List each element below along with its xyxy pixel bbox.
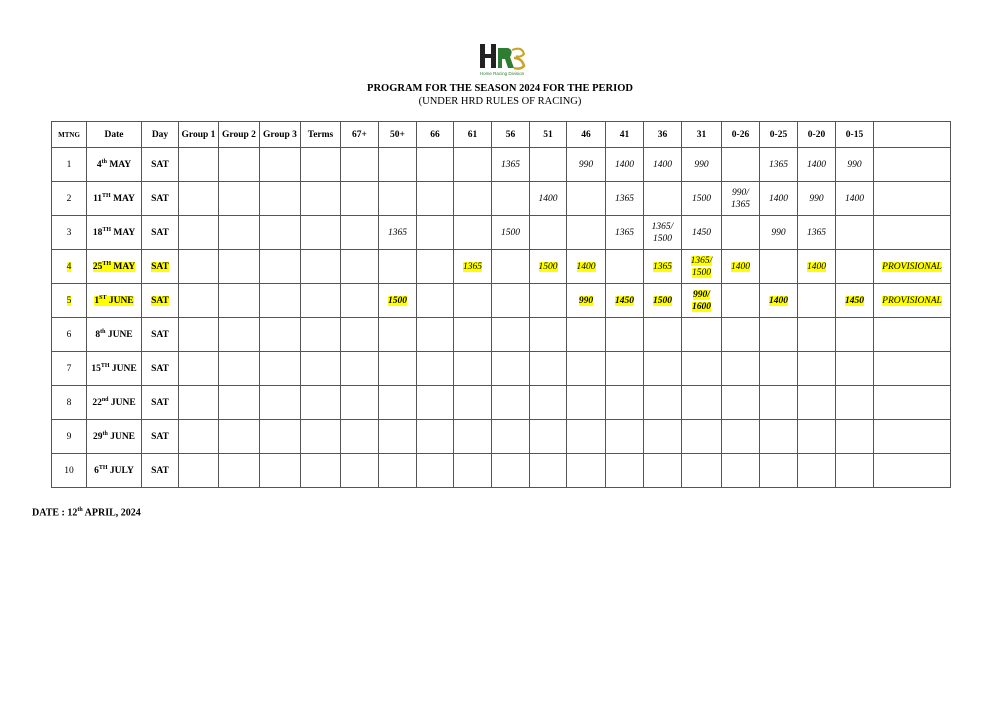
meeting-date: 22nd JUNE: [87, 386, 142, 420]
race-distance-cell: [260, 352, 301, 386]
race-distance-cell: [219, 420, 260, 454]
meeting-date: 11TH MAY: [87, 182, 142, 216]
race-distance-cell: [644, 420, 682, 454]
race-distance-cell: [760, 386, 798, 420]
column-header: 56: [492, 122, 530, 148]
document-date: DATE : 12th APRIL, 2024: [32, 507, 141, 519]
race-distance-cell: [492, 318, 530, 352]
race-distance-cell: [260, 420, 301, 454]
race-distance-cell: [682, 318, 722, 352]
race-distance-cell: [760, 318, 798, 352]
race-distance-cell: [179, 250, 219, 284]
race-distance-cell: [417, 386, 454, 420]
column-header: 41: [606, 122, 644, 148]
race-distance-cell: [606, 318, 644, 352]
race-distance-cell: [219, 182, 260, 216]
race-distance-cell: [606, 352, 644, 386]
race-distance-cell: [379, 454, 417, 488]
race-distance-cell: [219, 216, 260, 250]
race-distance-cell: [492, 250, 530, 284]
race-distance-cell: [260, 386, 301, 420]
race-distance-cell: [260, 182, 301, 216]
race-distance-cell: [341, 352, 379, 386]
race-distance-cell: [417, 454, 454, 488]
note-cell: [874, 216, 951, 250]
race-distance-cell: [836, 250, 874, 284]
race-distance-cell: [341, 182, 379, 216]
race-distance-cell: [301, 386, 341, 420]
race-distance-cell: [301, 250, 341, 284]
meeting-date: 4th MAY: [87, 148, 142, 182]
race-distance-cell: 990: [836, 148, 874, 182]
race-distance-cell: [606, 420, 644, 454]
race-distance-cell: 990: [798, 182, 836, 216]
race-distance-cell: [260, 250, 301, 284]
race-distance-cell: [798, 318, 836, 352]
race-distance-cell: [722, 148, 760, 182]
meeting-number: 8: [52, 386, 87, 420]
race-distance-cell: 1500: [379, 284, 417, 318]
race-distance-cell: 1400: [798, 250, 836, 284]
race-distance-cell: 1400: [567, 250, 606, 284]
race-distance-cell: [417, 148, 454, 182]
note-cell: [874, 386, 951, 420]
race-distance-cell: [798, 454, 836, 488]
race-distance-cell: [492, 454, 530, 488]
table-row: [52, 182, 951, 216]
race-distance-cell: 1365/ 1500: [644, 216, 682, 250]
note-cell: [874, 352, 951, 386]
race-distance-cell: [760, 454, 798, 488]
meeting-day: SAT: [142, 386, 179, 420]
meeting-day: SAT: [142, 182, 179, 216]
column-header: 36: [644, 122, 682, 148]
race-distance-cell: [379, 318, 417, 352]
race-distance-cell: [567, 182, 606, 216]
race-distance-cell: [301, 420, 341, 454]
race-distance-cell: [260, 284, 301, 318]
meeting-number: 5: [52, 284, 87, 318]
race-distance-cell: [260, 318, 301, 352]
meeting-date: 25TH MAY: [87, 250, 142, 284]
race-distance-cell: 990/ 1600: [682, 284, 722, 318]
race-distance-cell: 1500: [644, 284, 682, 318]
race-distance-cell: [722, 318, 760, 352]
column-header: Terms: [301, 122, 341, 148]
note-cell: PROVISIONAL: [874, 284, 951, 318]
race-distance-cell: [760, 352, 798, 386]
race-distance-cell: [417, 420, 454, 454]
race-distance-cell: 1400: [722, 250, 760, 284]
race-distance-cell: [644, 386, 682, 420]
column-header: Day: [142, 122, 179, 148]
meeting-day: SAT: [142, 284, 179, 318]
race-distance-cell: [567, 420, 606, 454]
race-distance-cell: 990: [760, 216, 798, 250]
race-distance-cell: 1450: [682, 216, 722, 250]
race-distance-cell: [341, 284, 379, 318]
race-distance-cell: [644, 454, 682, 488]
column-header: 61: [454, 122, 492, 148]
race-distance-cell: [417, 284, 454, 318]
race-distance-cell: [179, 386, 219, 420]
race-distance-cell: 990: [567, 284, 606, 318]
note-cell: [874, 148, 951, 182]
race-distance-cell: [567, 216, 606, 250]
meeting-date: 18TH MAY: [87, 216, 142, 250]
race-distance-cell: 990/ 1365: [722, 182, 760, 216]
column-header: Group 3: [260, 122, 301, 148]
race-distance-cell: 1365: [606, 216, 644, 250]
race-distance-cell: 1365: [454, 250, 492, 284]
race-distance-cell: [301, 454, 341, 488]
race-distance-cell: 990: [682, 148, 722, 182]
race-distance-cell: 1500: [492, 216, 530, 250]
race-distance-cell: [530, 318, 567, 352]
race-distance-cell: [179, 352, 219, 386]
race-distance-cell: [567, 386, 606, 420]
race-distance-cell: [301, 284, 341, 318]
race-distance-cell: 1400: [606, 148, 644, 182]
table-header-row: [52, 122, 951, 148]
race-distance-cell: [417, 318, 454, 352]
race-distance-cell: [301, 352, 341, 386]
race-distance-cell: [341, 250, 379, 284]
meeting-day: SAT: [142, 250, 179, 284]
column-header: 67+: [341, 122, 379, 148]
meeting-number: 2: [52, 182, 87, 216]
meeting-number: 7: [52, 352, 87, 386]
race-distance-cell: [179, 284, 219, 318]
race-distance-cell: [301, 318, 341, 352]
race-distance-cell: [260, 148, 301, 182]
meeting-number: 4: [52, 250, 87, 284]
race-distance-cell: [722, 420, 760, 454]
page-subtitle: (UNDER HRD RULES OF RACING): [418, 96, 582, 107]
race-distance-cell: [606, 454, 644, 488]
race-distance-cell: 1365: [798, 216, 836, 250]
column-header: 0-26: [722, 122, 760, 148]
race-distance-cell: 1365: [492, 148, 530, 182]
table-row: [52, 420, 951, 454]
race-distance-cell: [492, 284, 530, 318]
meeting-number: 10: [52, 454, 87, 488]
race-distance-cell: [341, 420, 379, 454]
race-distance-cell: 1400: [644, 148, 682, 182]
race-distance-cell: [606, 386, 644, 420]
race-distance-cell: [341, 148, 379, 182]
race-distance-cell: [530, 216, 567, 250]
race-distance-cell: 1400: [836, 182, 874, 216]
race-distance-cell: 1450: [836, 284, 874, 318]
race-distance-cell: [836, 420, 874, 454]
race-distance-cell: [530, 420, 567, 454]
meeting-number: 9: [52, 420, 87, 454]
race-distance-cell: [567, 352, 606, 386]
meeting-day: SAT: [142, 454, 179, 488]
race-distance-cell: [417, 216, 454, 250]
race-distance-cell: [760, 250, 798, 284]
meeting-day: SAT: [142, 216, 179, 250]
logo-caption: Home Racing Division: [479, 71, 525, 76]
column-header: Group 1: [179, 122, 219, 148]
race-distance-cell: [492, 420, 530, 454]
column-header: 0-20: [798, 122, 836, 148]
race-distance-cell: [836, 318, 874, 352]
race-distance-cell: [567, 454, 606, 488]
race-distance-cell: [492, 182, 530, 216]
race-distance-cell: [454, 182, 492, 216]
meeting-day: SAT: [142, 352, 179, 386]
race-distance-cell: 1400: [760, 284, 798, 318]
race-distance-cell: [417, 182, 454, 216]
race-distance-cell: [260, 454, 301, 488]
meeting-date: 29th JUNE: [87, 420, 142, 454]
race-distance-cell: 1365: [760, 148, 798, 182]
column-header: MTNG: [52, 122, 87, 148]
race-distance-cell: [379, 352, 417, 386]
race-distance-cell: [454, 216, 492, 250]
race-distance-cell: 1365: [606, 182, 644, 216]
race-distance-cell: [492, 352, 530, 386]
race-distance-cell: [341, 216, 379, 250]
race-distance-cell: 1450: [606, 284, 644, 318]
race-distance-cell: [454, 148, 492, 182]
race-distance-cell: [836, 454, 874, 488]
race-distance-cell: [341, 454, 379, 488]
race-distance-cell: [682, 420, 722, 454]
race-distance-cell: [341, 318, 379, 352]
meeting-number: 3: [52, 216, 87, 250]
table-row: [52, 148, 951, 182]
race-distance-cell: [682, 454, 722, 488]
race-distance-cell: [644, 182, 682, 216]
race-distance-cell: [454, 284, 492, 318]
meeting-day: SAT: [142, 420, 179, 454]
race-distance-cell: [644, 318, 682, 352]
race-distance-cell: [836, 352, 874, 386]
table-row: [52, 216, 951, 250]
table-row: [52, 250, 951, 284]
race-distance-cell: [722, 352, 760, 386]
race-distance-cell: [219, 284, 260, 318]
race-distance-cell: [722, 454, 760, 488]
race-distance-cell: [682, 386, 722, 420]
race-distance-cell: [379, 420, 417, 454]
race-distance-cell: [722, 216, 760, 250]
race-distance-cell: [682, 352, 722, 386]
race-distance-cell: [179, 148, 219, 182]
table-row: [52, 318, 951, 352]
race-distance-cell: [219, 454, 260, 488]
race-distance-cell: [219, 250, 260, 284]
race-distance-cell: [454, 352, 492, 386]
race-distance-cell: [379, 182, 417, 216]
meeting-date: 8th JUNE: [87, 318, 142, 352]
table-row: [52, 454, 951, 488]
note-cell: [874, 182, 951, 216]
race-distance-cell: [454, 454, 492, 488]
race-distance-cell: [530, 386, 567, 420]
race-distance-cell: [530, 284, 567, 318]
race-distance-cell: [260, 216, 301, 250]
race-distance-cell: 990: [567, 148, 606, 182]
race-distance-cell: [836, 216, 874, 250]
meeting-date: 1ST JUNE: [87, 284, 142, 318]
race-distance-cell: [417, 352, 454, 386]
meeting-day: SAT: [142, 318, 179, 352]
race-distance-cell: [454, 318, 492, 352]
meeting-number: 6: [52, 318, 87, 352]
note-cell: [874, 454, 951, 488]
race-distance-cell: [417, 250, 454, 284]
column-header: 51: [530, 122, 567, 148]
meeting-day: SAT: [142, 148, 179, 182]
race-distance-cell: 1365: [379, 216, 417, 250]
race-distance-cell: [179, 318, 219, 352]
race-distance-cell: [179, 420, 219, 454]
race-distance-cell: [492, 386, 530, 420]
race-distance-cell: [836, 386, 874, 420]
race-distance-cell: 1500: [682, 182, 722, 216]
race-distance-cell: [644, 352, 682, 386]
race-distance-cell: [798, 386, 836, 420]
race-distance-cell: [179, 216, 219, 250]
race-distance-cell: [219, 148, 260, 182]
table-row: [52, 284, 951, 318]
race-distance-cell: 1500: [530, 250, 567, 284]
race-distance-cell: [179, 454, 219, 488]
race-distance-cell: [798, 284, 836, 318]
race-distance-cell: 1400: [798, 148, 836, 182]
race-distance-cell: [301, 148, 341, 182]
note-cell: [874, 420, 951, 454]
race-distance-cell: [379, 250, 417, 284]
column-header: Date: [87, 122, 142, 148]
race-distance-cell: [219, 352, 260, 386]
race-distance-cell: 1365/ 1500: [682, 250, 722, 284]
race-distance-cell: [219, 386, 260, 420]
race-distance-cell: [722, 386, 760, 420]
page-title: PROGRAM FOR THE SEASON 2024 FOR THE PERIOD: [367, 83, 633, 94]
column-header: 0-15: [836, 122, 874, 148]
race-distance-cell: [179, 182, 219, 216]
race-distance-cell: [219, 318, 260, 352]
race-distance-cell: [798, 352, 836, 386]
column-header: Group 2: [219, 122, 260, 148]
column-header: 0-25: [760, 122, 798, 148]
race-distance-cell: [530, 148, 567, 182]
race-distance-cell: [798, 420, 836, 454]
race-distance-cell: [567, 318, 606, 352]
race-distance-cell: [379, 148, 417, 182]
column-header: 46: [567, 122, 606, 148]
race-distance-cell: 1365: [644, 250, 682, 284]
table-row: [52, 386, 951, 420]
race-distance-cell: [454, 420, 492, 454]
race-distance-cell: [301, 182, 341, 216]
column-header: 66: [417, 122, 454, 148]
meeting-date: 6TH JULY: [87, 454, 142, 488]
meeting-date: 15TH JUNE: [87, 352, 142, 386]
race-distance-cell: 1400: [530, 182, 567, 216]
race-distance-cell: [530, 352, 567, 386]
note-cell: [874, 318, 951, 352]
race-distance-cell: [760, 420, 798, 454]
column-header: [874, 122, 951, 148]
race-distance-cell: [606, 250, 644, 284]
column-header: 31: [682, 122, 722, 148]
race-distance-cell: [341, 386, 379, 420]
table-row: [52, 352, 951, 386]
race-distance-cell: [379, 386, 417, 420]
meeting-number: 1: [52, 148, 87, 182]
program-table: [51, 121, 951, 488]
race-distance-cell: [454, 386, 492, 420]
column-header: 50+: [379, 122, 417, 148]
race-distance-cell: [530, 454, 567, 488]
race-distance-cell: 1400: [760, 182, 798, 216]
note-cell: PROVISIONAL: [874, 250, 951, 284]
race-distance-cell: [722, 284, 760, 318]
race-distance-cell: [301, 216, 341, 250]
